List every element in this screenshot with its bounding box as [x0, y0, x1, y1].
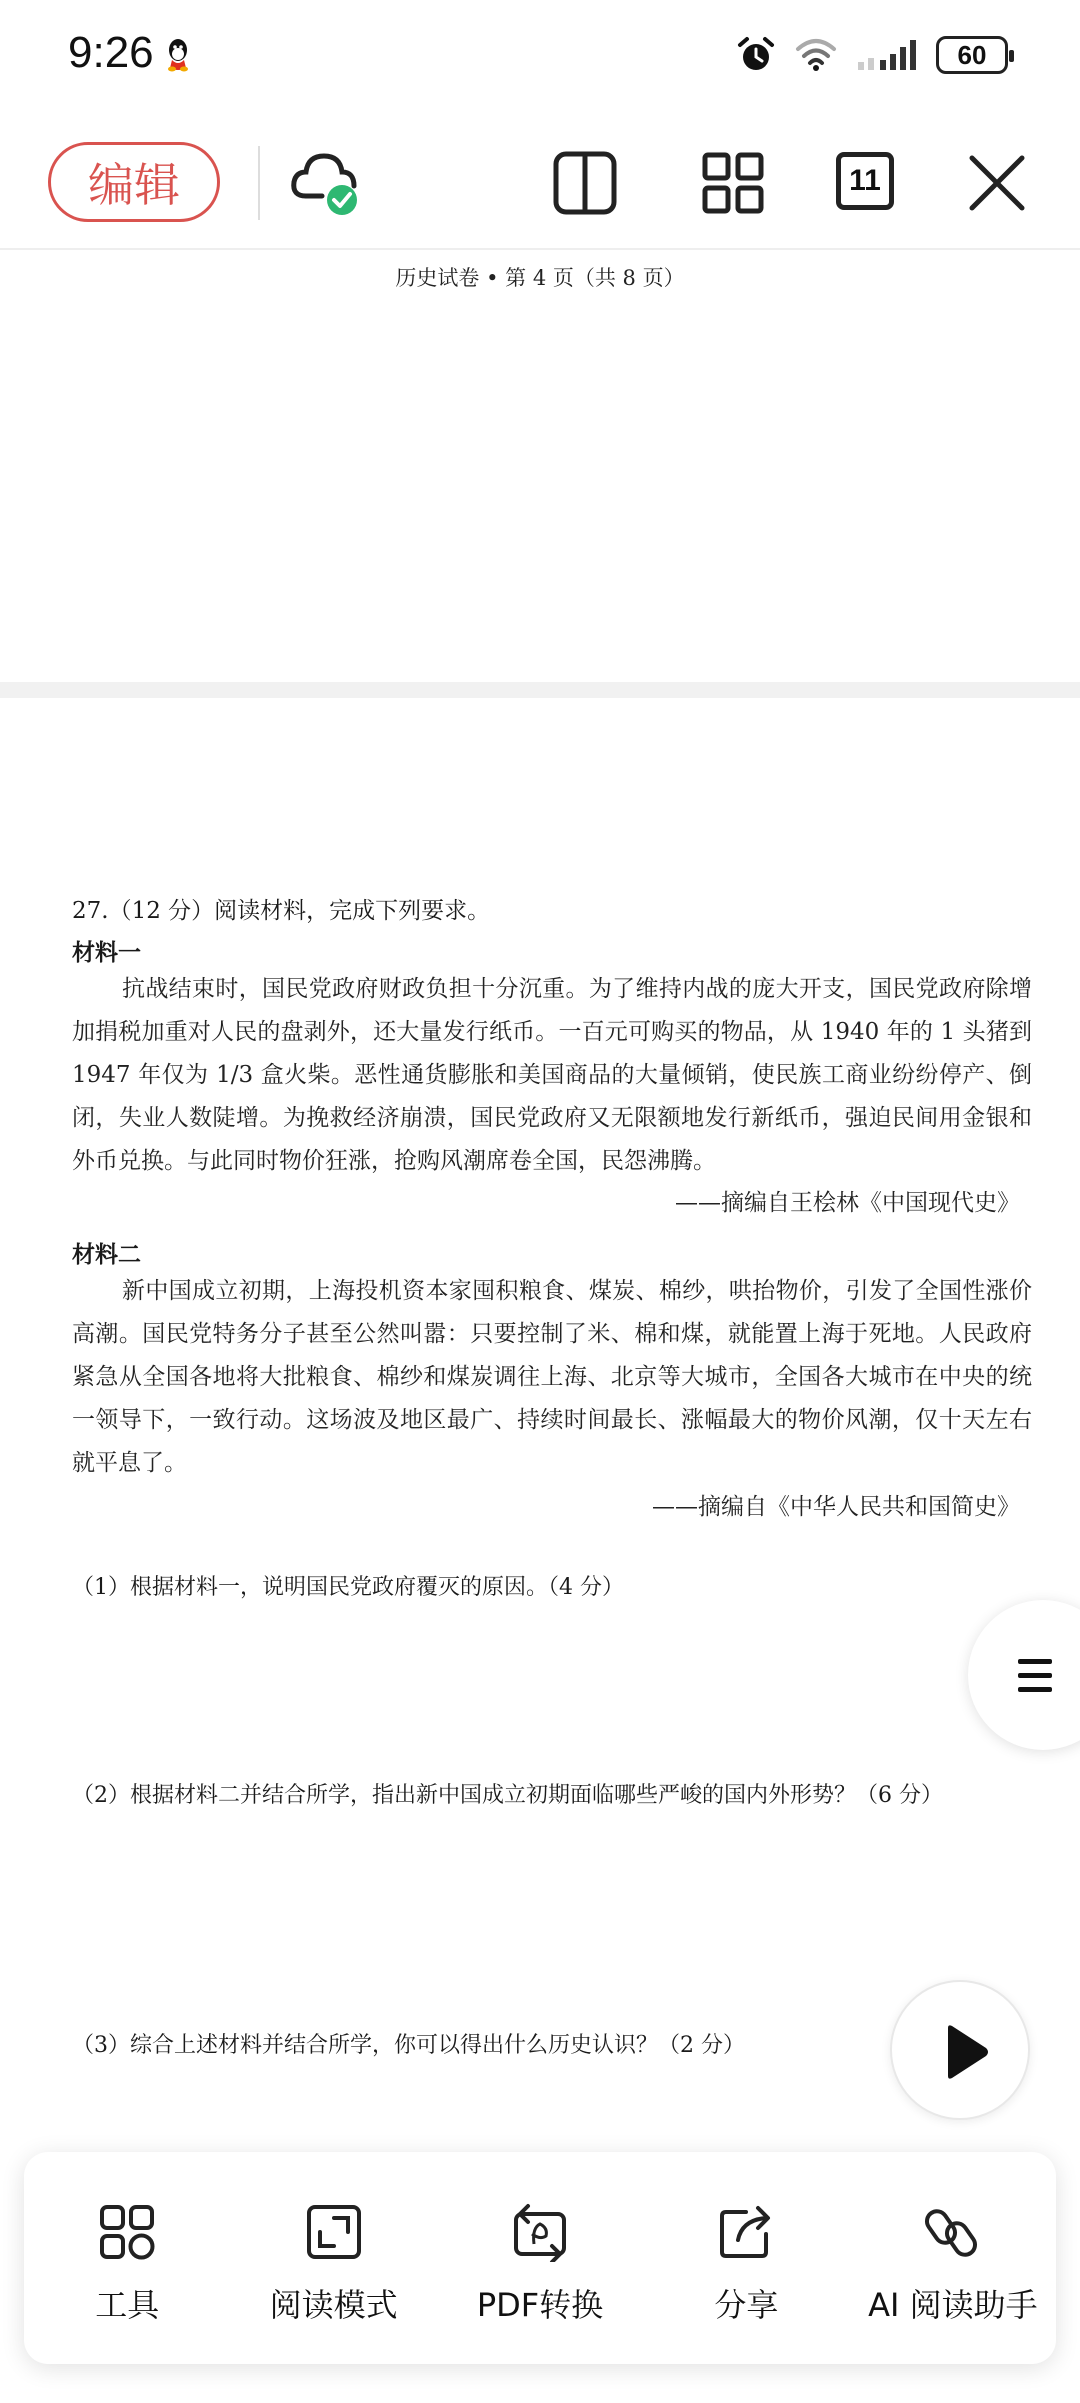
page-count-button[interactable] — [836, 152, 894, 210]
material2-source: ——摘编自《中华人民共和国简史》 — [652, 1494, 1020, 1520]
prev-page-footer: 历史试卷 • 第 4 页（共 8 页） — [395, 266, 685, 290]
sub-question-1: （1）根据材料一，说明国民党政府覆灭的原因。（4 分） — [72, 1575, 624, 1600]
ai-assistant-label: AI 阅读助手 — [868, 2286, 1038, 2324]
wifi-icon — [794, 37, 838, 73]
grid-view-icon[interactable] — [698, 148, 768, 218]
menu-icon — [1016, 1657, 1056, 1695]
play-icon — [938, 2022, 994, 2082]
signal-icon — [856, 38, 918, 72]
qq-icon — [164, 36, 192, 72]
toolbar-divider — [258, 146, 260, 220]
material1-source: ——摘编自王桧林《中国现代史》 — [675, 1190, 1020, 1216]
sub-question-3: （3）综合上述材料并结合所学，你可以得出什么历史认识？（2 分） — [72, 2033, 745, 2058]
cloud-synced-icon[interactable] — [288, 144, 364, 220]
material1-body: 抗战结束时，国民党政府财政负担十分沉重。为了维持内战的庞大开支，国民党政府除增加捐税加重对人民的盘剥外，还大量发行纸币。一百元可购买的物品，从 1940 年的 1 头猪到 1947 年仅为 1/3 盒火柴。恶性通货膨胀和美国商品的大量倾销，使民族工商业纷纷停产、倒闭，失业人数陡增。为挽救经济崩溃，国民党政府又无限额地发行新纸币，强迫民间用金银和外币兑换。与此同时物价狂涨，抢购风潮席卷全国，民怨沸腾。 — [72, 976, 1032, 1174]
status-bar — [0, 0, 1080, 110]
play-button[interactable] — [890, 1980, 1030, 2120]
pdf-convert-icon — [510, 2202, 570, 2262]
battery-icon — [936, 36, 1008, 74]
fullscreen-icon — [304, 2202, 364, 2262]
pdf-convert-button[interactable] — [437, 2152, 643, 2364]
bottom-toolbar — [24, 2152, 1056, 2364]
pdf-convert-label: PDF转换 — [476, 2286, 604, 2324]
split-view-icon[interactable] — [550, 148, 620, 218]
document-viewer[interactable] — [0, 252, 1080, 2152]
material2-body: 新中国成立初期，上海投机资本家囤积粮食、煤炭、棉纱，哄抬物价，引发了全国性涨价高潮。国民党特务分子甚至公然叫嚣：只要控制了米、棉和煤，就能置上海于死地。人民政府紧急从全国各地将大批粮食、棉纱和煤炭调往上海、北京等大城市，全国各大城市在中央的统一领导下，一致行动。这场波及地区最广、持续时间最长、涨幅最大的物价风潮，仅十天左右就平息了。 — [72, 1278, 1032, 1476]
material2-heading: 材料二 — [72, 1241, 141, 1268]
material1-heading: 材料一 — [72, 939, 141, 966]
top-toolbar — [0, 130, 1080, 250]
alarm-icon — [736, 35, 776, 75]
tools-label: 工具 — [95, 2286, 160, 2324]
page-separator — [0, 682, 1080, 698]
ai-assistant-button[interactable] — [850, 2152, 1056, 2364]
status-icons — [736, 32, 1008, 78]
status-time: 9:26 — [68, 28, 154, 77]
close-icon[interactable] — [962, 148, 1032, 218]
reading-mode-button[interactable] — [230, 2152, 436, 2364]
edit-button-label: 编辑 — [88, 158, 180, 212]
reading-mode-label: 阅读模式 — [269, 2286, 398, 2324]
question-title: 27.（12 分）阅读材料，完成下列要求。 — [72, 898, 491, 924]
battery-level: 60 — [957, 39, 987, 70]
tools-button[interactable] — [24, 2152, 230, 2364]
share-button[interactable] — [643, 2152, 849, 2364]
sub-question-2: （2）根据材料二并结合所学，指出新中国成立初期面临哪些严峻的国内外形势？（6 分） — [72, 1783, 943, 1808]
page-count-value: 11 — [849, 164, 881, 197]
share-icon — [716, 2202, 776, 2262]
share-label: 分享 — [714, 2286, 779, 2324]
ai-assistant-icon — [923, 2202, 983, 2262]
edit-button[interactable] — [48, 142, 220, 222]
tools-grid-icon — [97, 2202, 157, 2262]
